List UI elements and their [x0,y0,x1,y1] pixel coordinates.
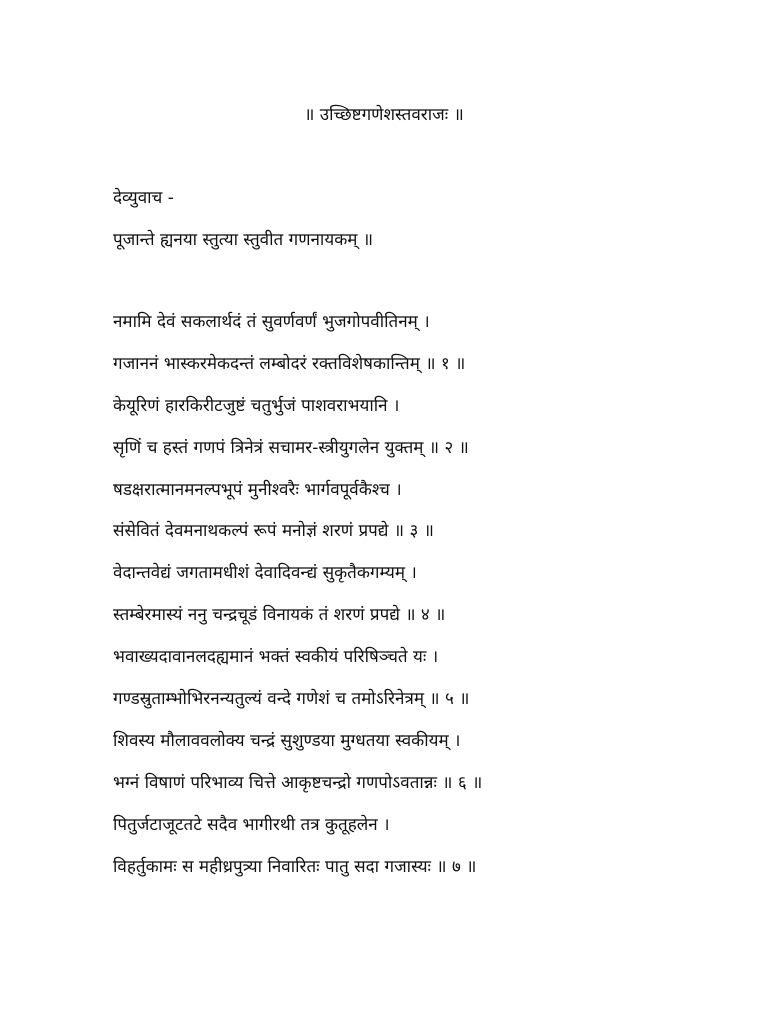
verse-line: पितुर्जटाजूटतटे सदैव भागीरथी तत्र कुतूहलेन । [113,814,390,835]
verse-line: गण्डस्रुताम्भोभिरनन्यतुल्यं वन्दे गणेशं च तमोऽरिनेत्रम् ॥ ५ ॥ [113,689,470,710]
verse-line: नमामि देवं सकलार्थदं तं सुवर्णवर्णं भुजगोपवीतिनम् । [113,312,430,332]
verse-line: संसेवितं देवमनाथकल्पं रूपं मनोज्ञं शरणं प्रपद्ये ॥ ३ ॥ [113,521,434,542]
verse-block [113,310,753,896]
verse-line: सृणिं च हस्तं गणपं त्रिनेत्रं सचामर-स्त्रीयुगलेन युक्तम् ॥ २ ॥ [113,437,469,458]
verse-line: स्तम्बेरमास्यं ननु चन्द्रचूडं विनायकं तं शरणं प्रपद्ये ॥ ४ ॥ [113,605,446,626]
verse-line: वेदान्तवेद्यं जगतामधीशं देवादिवन्द्यं सुकृतैकगम्यम् । [113,563,417,584]
intro-speaker: देव्युवाच - [113,188,174,208]
intro-block [113,186,733,270]
verse-line: केयूरिणं हारकिरीटजुष्टं चतुर्भुजं पाशवराभयानि । [113,395,400,416]
verse-line: गजाननं भास्करमेकदन्तं लम्बोदरं रक्तविशेषकान्तिम् ॥ १ ॥ [113,353,466,374]
verse-line: विहर्तुकामः स महीध्रपुत्र्या निवारितः पातु सदा गजास्यः ॥ ७ ॥ [113,856,477,877]
verse-line: षडक्षरात्मानमनल्पभूपं मुनीश्वरैः भार्गवपूर्वकैश्च । [113,479,402,500]
intro-instruction: पूजान्ते ह्यनया स्तुत्या स्तुवीत गणनायकम् ॥ [113,230,374,250]
verse-line: भवाख्यदावानलदह्यमानं भक्तं स्वकीयं परिषिञ्चते यः । [113,647,439,668]
verse-line: भग्नं विषाणं परिभाव्य चित्ते आकृष्टचन्द्रो गणपोऽवतान्नः ॥ ६ ॥ [113,772,483,793]
verse-line: शिवस्य मौलाववलोक्य चन्द्रं सुशुण्डया मुग्धतया स्वकीयम् । [113,730,461,751]
page-title: ॥ उच्छिष्टगणेशस्तवराजः ॥ [304,105,464,125]
